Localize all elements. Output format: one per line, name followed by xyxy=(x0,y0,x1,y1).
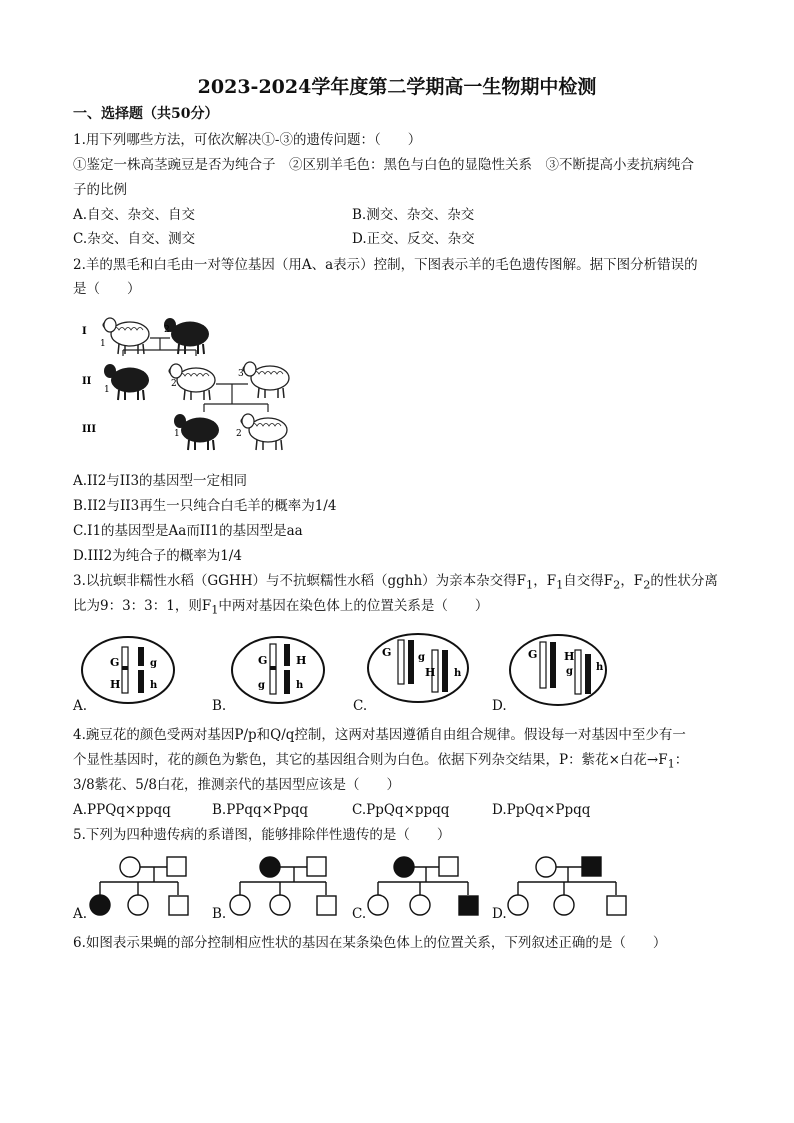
q4-option-b: B.PPqq×Ppqq xyxy=(212,802,308,818)
svg-text:H: H xyxy=(110,678,121,691)
q3-label-a: A. xyxy=(73,698,88,714)
num-iii1: 1 xyxy=(174,429,180,439)
q3-label-d: D. xyxy=(492,698,507,714)
num-ii2: 2 xyxy=(171,379,177,389)
q4-line2: 个显性基因时，花的颜色为紫色，其它的基因组合则为白色。依据下列杂交结果，P：紫花×白花$\to F_1$： xyxy=(73,752,689,771)
svg-text:g: g xyxy=(258,680,265,691)
page-title: 2023-2024学年度第二学期高一生物期中检测 xyxy=(197,76,597,98)
svg-text:g: g xyxy=(566,666,573,677)
svg-text:h: h xyxy=(150,680,158,691)
svg-text:G: G xyxy=(382,646,392,659)
q1-option-a: A.自交、杂交、自交 xyxy=(73,207,196,223)
q3-label-b: B. xyxy=(212,698,227,714)
q3-label-c: C. xyxy=(353,698,368,714)
q3-stem-line1: 3.以抗螟非糯性水稻（GGHH）与不抗螟糯性水稻（gghh）为亲本杂交得$F_1$，$F_1$自交得$F_2$，$F_2$的性状分离 xyxy=(73,573,718,592)
sheep-pedigree-figure xyxy=(78,312,318,452)
q4-line3: 3/8紫花、5/8白花，推测亲代的基因型应该是（ ） xyxy=(73,777,400,793)
chromosome-options-figure xyxy=(70,630,630,715)
svg-text:G: G xyxy=(528,648,538,661)
q5-stem: 5.下列为四种遗传病的系谱图，能够排除伴性遗传的是（ ） xyxy=(73,827,451,843)
q4-option-c: C.PpQq×ppqq xyxy=(352,802,450,818)
section-heading: 一、选择题（共50分） xyxy=(73,106,219,122)
q3-cell-c xyxy=(368,634,468,702)
gen-label-i: I xyxy=(82,326,87,337)
sheep-i1-white xyxy=(103,318,149,354)
q5-label-c: C. xyxy=(352,906,367,922)
sheep-iii2-white xyxy=(241,414,287,450)
q2-line2: 是（ ） xyxy=(73,281,141,297)
gen-label-ii: II xyxy=(82,376,92,387)
sheep-ii3-white xyxy=(243,362,289,398)
q4-line1: 4.豌豆花的颜色受两对基因P/p和Q/q控制，这两对基因遵循自由组合规律。假设每一对基因中至少有一 xyxy=(73,727,686,743)
num-ii1: 1 xyxy=(104,385,110,395)
num-ii3: 3 xyxy=(238,369,244,379)
q4-option-a: A.PPQq×ppqq xyxy=(73,802,171,818)
sheep-ii1-black xyxy=(104,364,149,400)
svg-text:g: g xyxy=(418,652,425,663)
q1-option-c: C.杂交、自交、测交 xyxy=(73,231,196,247)
q5-label-a: A. xyxy=(73,906,88,922)
gen-label-iii: III xyxy=(82,424,97,435)
svg-text:h: h xyxy=(296,680,304,691)
q3-cell-a xyxy=(82,637,174,703)
q2-option-a: A.II2与II3的基因型一定相同 xyxy=(73,473,248,489)
q1-option-d: D.正交、反交、杂交 xyxy=(352,231,475,247)
q1-option-b: B.测交、杂交、杂交 xyxy=(352,207,475,223)
q2-option-b: B.II2与II3再生一只纯合白毛羊的概率为1/4 xyxy=(73,498,337,514)
q1-line3: 子的比例 xyxy=(73,182,127,198)
sheep-iii1-black xyxy=(174,414,219,450)
q3-cell-d xyxy=(510,635,606,705)
num-i1: 1 xyxy=(100,339,106,349)
svg-text:G: G xyxy=(258,654,268,667)
q2-stem: 2.羊的黑毛和白毛由一对等位基因（用A、a表示）控制，下图表示羊的毛色遗传图解。据下图分析错误的 xyxy=(73,257,698,273)
num-iii2: 2 xyxy=(236,429,242,439)
q5-label-b: B. xyxy=(212,906,227,922)
q3-stem-line2: 比为9：3：3：1，则$F_1$中两对基因在染色体上的位置关系是（ ） xyxy=(73,598,489,617)
q2-option-c: C.I1的基因型是Aa而II1的基因型是aa xyxy=(73,523,303,539)
svg-text:h: h xyxy=(596,662,604,673)
q4-option-d: D.PpQq×Ppqq xyxy=(492,802,591,818)
svg-text:H: H xyxy=(564,650,575,663)
q5-label-d: D. xyxy=(492,906,507,922)
svg-text:G: G xyxy=(110,656,120,669)
sheep-i2-black xyxy=(164,318,209,354)
q1-stem: 1.用下列哪些方法，可依次解决①-③的遗传问题：（ ） xyxy=(73,132,422,148)
svg-text:H: H xyxy=(425,666,436,679)
q3-cell-b xyxy=(232,637,324,703)
q2-option-d: D.III2为纯合子的概率为1/4 xyxy=(73,548,242,564)
svg-text:h: h xyxy=(454,668,462,679)
svg-text:g: g xyxy=(150,658,157,669)
svg-text:H: H xyxy=(296,654,307,667)
num-i2: 2 xyxy=(164,325,170,335)
q6-stem: 6.如图表示果蝇的部分控制相应性状的基因在某条染色体上的位置关系，下列叙述正确的是（ ） xyxy=(73,935,667,951)
q1-line2: ①鉴定一株高茎豌豆是否为纯合子 ②区别羊毛色：黑色与白色的显隐性关系 ③不断提高小麦抗病纯合 xyxy=(73,157,694,173)
